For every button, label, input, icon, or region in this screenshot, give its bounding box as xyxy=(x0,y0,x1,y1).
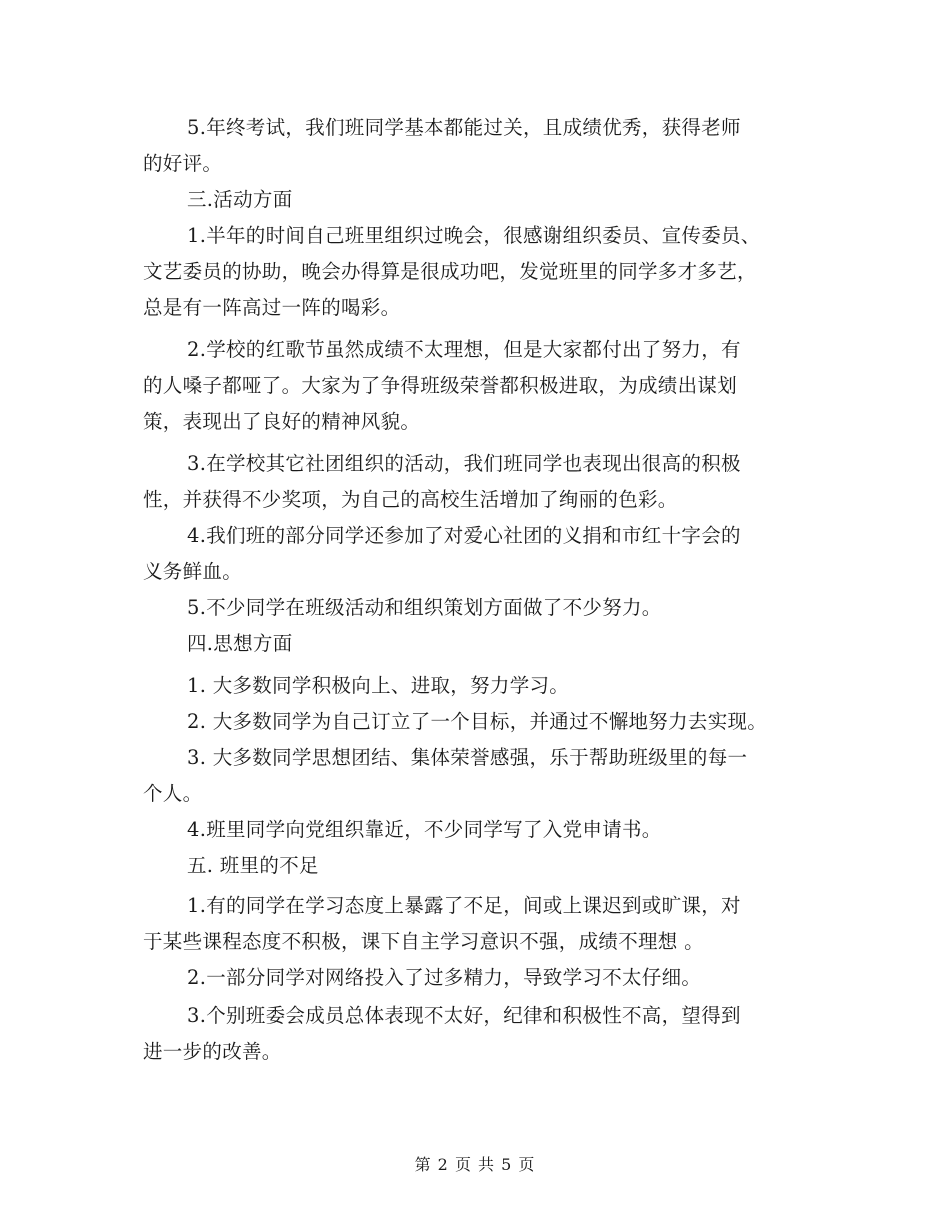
text-line: 于某些课程态度不积极，课下自主学习意识不强，成绩不理想 。 xyxy=(143,930,704,953)
section-heading: 五. 班里的不足 xyxy=(187,854,319,877)
text-line: 文艺委员的协助，晚会办得算是很成功吧，发觉班里的同学多才多艺， xyxy=(143,260,757,283)
text-line: 进一步的改善。 xyxy=(143,1040,282,1063)
section-heading: 三.活动方面 xyxy=(187,188,293,211)
text-line: 1. 大多数同学积极向上、进取，努力学习。 xyxy=(187,674,570,697)
text-line: 个人。 xyxy=(143,782,203,805)
text-line: 3.个别班委会成员总体表现不太好，纪律和积极性不高，望得到 xyxy=(187,1004,741,1027)
text-line: 2.学校的红歌节虽然成绩不太理想，但是大家都付出了努力，有 xyxy=(187,338,741,361)
section-heading: 四.思想方面 xyxy=(187,632,293,655)
text-line: 5.不少同学在班级活动和组织策划方面做了不少努力。 xyxy=(187,596,662,619)
text-line: 1.半年的时间自己班里组织过晚会，很感谢组织委员、宣传委员、 xyxy=(187,224,761,247)
text-line: 性，并获得不少奖项，为自己的高校生活增加了绚丽的色彩。 xyxy=(143,488,678,511)
text-line: 的好评。 xyxy=(143,152,223,175)
text-line: 总是有一阵高过一阵的喝彩。 xyxy=(143,296,401,319)
page-number-footer: 第 2 页 共 5 页 xyxy=(414,1155,536,1174)
text-line: 4.我们班的部分同学还参加了对爱心社团的义捐和市红十字会的 xyxy=(187,524,741,547)
text-line: 5.年终考试，我们班同学基本都能过关，且成绩优秀，获得老师 xyxy=(187,116,741,139)
text-line: 的人嗓子都哑了。大家为了争得班级荣誉都积极进取，为成绩出谋划 xyxy=(143,374,738,397)
text-line: 策，表现出了良好的精神风貌。 xyxy=(143,410,421,433)
text-line: 2. 大多数同学为自己订立了一个目标，并通过不懈地努力去实现。 xyxy=(187,710,768,733)
text-line: 3. 大多数同学思想团结、集体荣誉感强，乐于帮助班级里的每一 xyxy=(187,746,748,769)
text-line: 义务鲜血。 xyxy=(143,560,243,583)
text-line: 2.一部分同学对网络投入了过多精力，导致学习不太仔细。 xyxy=(187,966,702,989)
text-line: 4.班里同学向党组织靠近，不少同学写了入党申请书。 xyxy=(187,818,662,841)
text-line: 3.在学校其它社团组织的活动，我们班同学也表现出很高的积极 xyxy=(187,452,741,475)
text-line: 1.有的同学在学习态度上暴露了不足，间或上课迟到或旷课，对 xyxy=(187,894,741,917)
